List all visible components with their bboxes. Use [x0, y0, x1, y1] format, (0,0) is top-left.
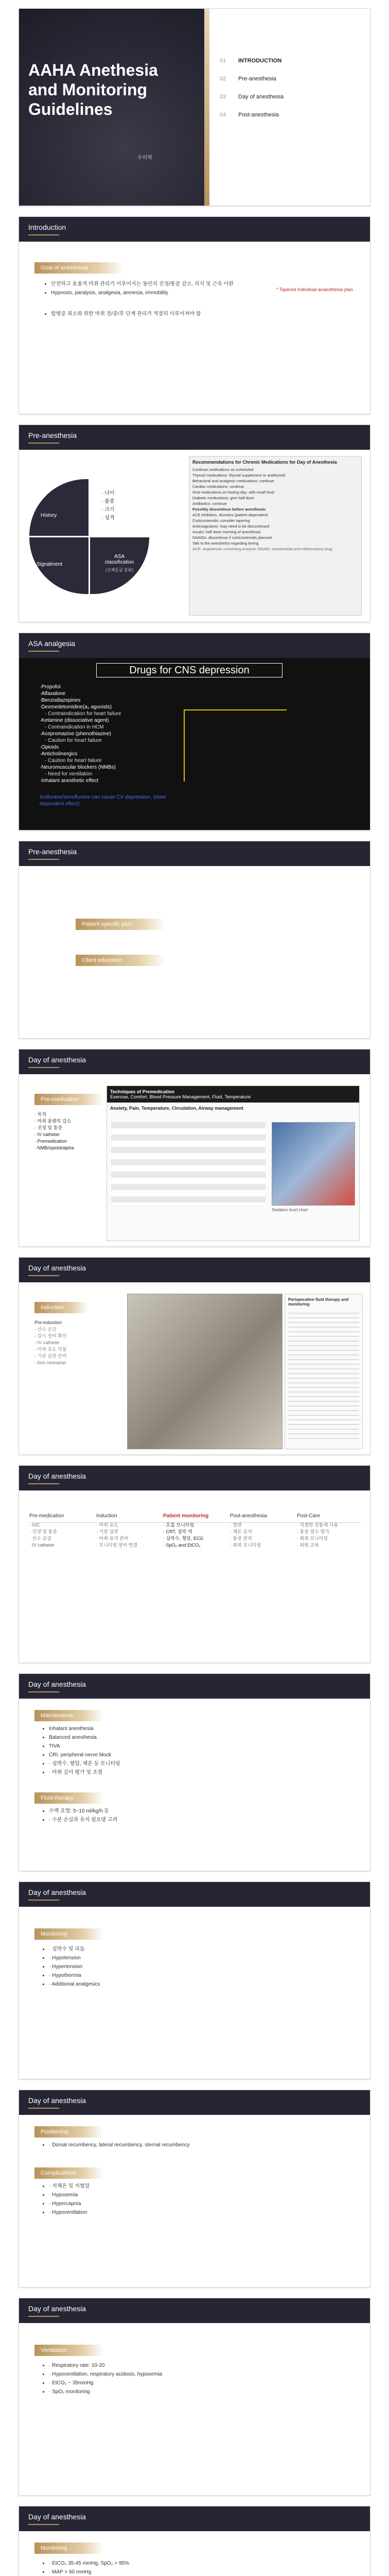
- list-item: • · Respiratory rate: 10-20: [49, 2362, 337, 2369]
- box-title: Drugs for CNS depression: [96, 663, 282, 677]
- slide-heading: Day of anesthesia: [28, 2304, 86, 2313]
- list-item: • · Hypertension: [49, 1963, 337, 1971]
- list-item: · 크기: [101, 507, 115, 513]
- header-underline: [28, 443, 59, 444]
- list-item: Antibiotics: continue: [192, 501, 227, 506]
- table-note: Anxiety, Pain, Temperature, Circulation, Airway management: [110, 1106, 243, 1111]
- list-item: • CRI, peripheral nerve block: [49, 1752, 337, 1759]
- list-item: - Arm restrainer: [34, 1360, 67, 1365]
- list-item: • · 수분 손실과 유지 필요량 고려: [49, 1817, 337, 1824]
- list-item: Thyroid medications: thyroid supplement or antithyroid: [192, 473, 286, 478]
- section-tag: Pre-medication: [34, 1094, 103, 1105]
- list-item: ·Opioids: [40, 744, 59, 750]
- bullet-list: [42, 1808, 337, 1825]
- step-title: Pre-medication: [29, 1513, 64, 1519]
- list-item: • 합병증 최소화 위한 마취 전/중/후 단계 관리가 적절히 이루어져야 함: [51, 311, 277, 318]
- slide-header: [19, 217, 370, 242]
- list-item: ·Inhalant anesthetic effect: [40, 778, 99, 784]
- slide-header: [19, 1049, 370, 1074]
- step-line: · 회복 모니터링: [297, 1536, 328, 1541]
- list-item: • · EtCO₂ ~ 35mmHg: [49, 2380, 337, 2387]
- step-column: [29, 1513, 83, 1549]
- step-line: · 통증 관리: [230, 1536, 252, 1541]
- header-underline: [28, 2524, 59, 2525]
- list-item: ACE inhibitors, diuretics (patient dependent): [192, 513, 268, 517]
- bracket-line: [184, 709, 287, 710]
- step-line: · 발관: [230, 1522, 242, 1528]
- section-tag: Positioning: [34, 2126, 103, 2138]
- section-tag: Monitoring: [34, 2543, 103, 2554]
- section-tag: Client education: [76, 955, 165, 966]
- bullet-list: [42, 2362, 337, 2397]
- list-item: - 산소 공급: [34, 1327, 57, 1332]
- section-tag: Fluid therapy: [34, 1792, 103, 1804]
- toc-item: 01 INTRODUCTION: [220, 58, 282, 64]
- label-asa: ASA classification: [104, 554, 134, 565]
- list-item: Continue medications as scheduled: [192, 467, 254, 472]
- slide-header: [19, 2298, 370, 2323]
- step-title: Induction: [96, 1513, 117, 1519]
- list-item: ACE: angiotensin converting enzyme; NSAID: nonsteroidal anti-inflammatory drug: [192, 547, 332, 551]
- slide-heading: Day of anesthesia: [28, 1472, 86, 1480]
- list-item: Corticosteroids: consider tapering: [192, 518, 250, 523]
- signalment-list: [101, 489, 114, 522]
- procedure-photo: [127, 1294, 282, 1449]
- slide-day-monitoring: [19, 1882, 370, 2079]
- bullet-list: [44, 311, 277, 319]
- dark-content: [19, 658, 370, 831]
- circle-quadrant: [29, 479, 89, 536]
- header-underline: [28, 1275, 59, 1276]
- section-tag: Induction: [34, 1302, 88, 1313]
- slide-day-induction: [19, 1257, 370, 1455]
- chart-caption: Sedation level chart: [272, 1208, 308, 1212]
- presenter: 수의학: [137, 155, 152, 161]
- slide-header: [19, 633, 370, 658]
- drug-list: [40, 684, 173, 784]
- header-underline: [28, 1691, 59, 1692]
- step-line: · 회복 모니터링: [230, 1543, 261, 1548]
- slide-heading: Day of anesthesia: [28, 1264, 86, 1272]
- step-line: · 마취 유지 준비: [96, 1536, 129, 1541]
- sedation-chart: [272, 1122, 355, 1206]
- step-line: · 퇴원 교육: [297, 1543, 319, 1548]
- bullet-list: [42, 2183, 337, 2218]
- toc-item: 04 Post-anesthesia: [220, 112, 279, 118]
- header-underline: [28, 2316, 59, 2317]
- table-header: [107, 1086, 359, 1103]
- header-underline: [28, 234, 59, 235]
- step-line: · 기관 삽관: [96, 1529, 118, 1534]
- list-item: • · Hypoventilation: [49, 2209, 337, 2216]
- bullet-list: [42, 1725, 337, 1778]
- slide-header: [19, 1674, 370, 1699]
- slide-heading: Day of anesthesia: [28, 2513, 86, 2521]
- table-title: Techniques of Premedication: [110, 1089, 174, 1094]
- slide-heading: Introduction: [28, 223, 66, 231]
- header-underline: [28, 1900, 59, 1901]
- list-item: · 나이: [101, 490, 115, 496]
- main-title: AAHA Anethesia and Monitoring Guidelines: [28, 61, 158, 118]
- list-item: Insulin: half dose morning of anesthesia: [192, 530, 261, 534]
- step-title: Post-Care: [297, 1513, 321, 1519]
- list-item: • 안전하고 효율적 마취 관리가 이루어지는 동안의 진정/통증 감소, 의식 및 근육 이완: [51, 281, 277, 288]
- bullet-list: [44, 281, 277, 298]
- reference-panel: [285, 1294, 363, 1449]
- slide-header: [19, 425, 370, 450]
- list-item: • · MAP > 60 mmHg: [49, 2569, 337, 2576]
- list-item: • 수액 요법: 5~10 ml/kg/h 등: [49, 1808, 337, 1815]
- slide-header: [19, 2506, 370, 2531]
- list-item: • · Hypoxemia: [49, 2192, 337, 2199]
- list-item: - IV catheter: [34, 1340, 60, 1345]
- slide-title: [19, 8, 370, 206]
- list-item: - Caution for heart failure: [45, 758, 102, 764]
- section-tag: Monitoring: [34, 1928, 103, 1940]
- section-tag: Goal of anesthesia: [34, 262, 124, 274]
- panel-list: [192, 467, 358, 552]
- list-item: • · EtCO₂ 35-45 mmHg, SpO₂ > 95%: [49, 2560, 337, 2567]
- step-line: · IV catheter: [29, 1543, 55, 1548]
- step-line: · SpO₂ and EtCO₂: [163, 1543, 201, 1548]
- toc-panel: [209, 9, 370, 206]
- list-item: ·Benzodiazepines: [40, 698, 81, 703]
- list-item: • · 심박수, 혈압, 체온 등 모니터링: [49, 1760, 337, 1768]
- list-item: Pre-induction: [34, 1320, 62, 1325]
- list-item: • · SpO₂ monitoring: [49, 2388, 337, 2396]
- step-column: [297, 1513, 350, 1549]
- list-item: • · 마취 깊이 평가 및 조절: [49, 1769, 337, 1776]
- step-title: Post-anesthesia: [230, 1513, 267, 1519]
- list-item: - 기관 삽관 준비: [34, 1353, 67, 1359]
- step-line: · 체온 유지: [230, 1529, 252, 1534]
- list-item: NSAIDs: discontinue if corticosteroids planned: [192, 535, 272, 540]
- list-item: Talk to the anesthetist regarding timing: [192, 541, 259, 546]
- step-line: · 심박수, 혈압, ECG: [163, 1536, 204, 1541]
- slide-day-steps: [19, 1465, 370, 1663]
- header-underline: [28, 2108, 59, 2109]
- list-item: · 성격: [101, 515, 115, 521]
- list-item: · Premedication: [34, 1139, 67, 1144]
- header-underline: [28, 859, 59, 860]
- list-item: • TIVA: [49, 1743, 337, 1750]
- list-item: • · 심박수 및 리듬: [49, 1946, 337, 1953]
- section-tag: Maintenance: [34, 1710, 103, 1721]
- list-item: ·Propofol: [40, 684, 61, 690]
- list-item: · 품종: [101, 499, 115, 504]
- section-tag: Patient specific plan: [76, 919, 165, 930]
- list-item: ·Alfaxalone: [40, 691, 66, 697]
- label-asa-sub: (신체등급 분류): [105, 568, 133, 572]
- slide-heading: Day of anesthesia: [28, 1888, 86, 1896]
- list-item: Possibly discontinue before anesthesia:: [192, 507, 267, 512]
- technique-table: [107, 1086, 360, 1241]
- list-item: • Inhalant anesthesia: [49, 1725, 337, 1733]
- item-list: [34, 1319, 67, 1366]
- list-item: ·Acepromazine (phenothiazine): [40, 731, 111, 737]
- toc-item: 02 Pre-anesthesia: [220, 76, 276, 82]
- step-column: [230, 1513, 284, 1549]
- label-signalment: Signalment: [37, 562, 63, 567]
- title-divider: [204, 9, 209, 206]
- slide-heading: Day of anesthesia: [28, 1680, 86, 1688]
- bracket-line: [184, 709, 185, 782]
- section-tag: Ventilation: [34, 2345, 103, 2356]
- list-item: Cardiac medications: continue: [192, 484, 244, 489]
- slide-day-maintenance: [19, 1673, 370, 1871]
- list-item: • · Hypotension: [49, 1955, 337, 1962]
- list-item: • · Dorsal recumbency, lateral recumbency, sternal recumbency: [49, 2142, 337, 2149]
- circle-diagram: [29, 471, 173, 600]
- step-line: · 모니터링 장비 연결: [96, 1543, 138, 1548]
- step-line: · 진정 및 통증: [29, 1529, 57, 1534]
- list-item: - Caution for heart failure: [45, 738, 102, 743]
- step-line: · IVC: [29, 1522, 40, 1528]
- list-item: · 목적: [34, 1112, 46, 1117]
- list-item: · 마취 용량의 감소: [34, 1118, 72, 1124]
- slide-pre-anesthesia-plan: [19, 841, 370, 1039]
- step-column: [163, 1513, 217, 1549]
- slide-heading: Day of anesthesia: [28, 2096, 86, 2105]
- slide-header: [19, 2090, 370, 2115]
- slide-heading: Pre-anesthesia: [28, 848, 77, 856]
- step-title: Patient monitoring: [163, 1513, 209, 1519]
- list-item: ·Neuromuscular blockers (NMBs): [40, 765, 116, 770]
- slide-asa-analgesia: [19, 633, 370, 831]
- list-item: - 감시 장비 확인: [34, 1333, 67, 1338]
- bullet-list: [42, 1946, 337, 1990]
- step-line: · 적절한 진통제 사용: [297, 1522, 339, 1528]
- slide-day-monitoring-values: [19, 2506, 370, 2576]
- header-underline: [28, 651, 59, 652]
- step-line: · 산소 공급: [29, 1536, 51, 1541]
- slide-day-premedication: [19, 1049, 370, 1247]
- list-item: · IV catheter: [34, 1132, 60, 1137]
- slide-header: [19, 1882, 370, 1907]
- slide-header: [19, 1466, 370, 1490]
- item-list: [34, 1111, 74, 1151]
- header-underline: [28, 1483, 59, 1484]
- panel-title: Recommendations for Chronic Medications for Day of Anesthesia: [192, 460, 337, 465]
- slide-header: [19, 1258, 370, 1282]
- list-item: • Balanced anesthesia: [49, 1734, 337, 1741]
- section-tag: Complications: [34, 2167, 103, 2179]
- list-item: Anticoagulants: may need to be discontinued: [192, 524, 270, 529]
- bullet-list: [42, 2560, 337, 2576]
- list-item: - Need for ventilation: [45, 771, 93, 777]
- slide-introduction: [19, 216, 370, 414]
- step-line: · 통증 점수 평가: [297, 1529, 329, 1534]
- step-line: · CRT, 점막 색: [163, 1529, 192, 1534]
- list-item: · 진정 및 통증: [34, 1125, 62, 1130]
- list-item: • · Additional analgesics: [49, 1981, 337, 1988]
- list-item: - Contraindication for heart failure: [45, 711, 121, 717]
- list-item: ·Ketamine (dissociative agent): [40, 718, 109, 723]
- panel-caption: Perioperative fluid therapy and monitoring: [288, 1297, 349, 1307]
- bullet-list: [42, 2142, 337, 2150]
- table-sub: Exercise, Comfort, Blood Pressure Management, Fluid, Temperature: [110, 1094, 251, 1099]
- list-item: - 마취 유도 약물: [34, 1347, 67, 1352]
- red-note: * Tapered individual anaesthesia plan: [276, 287, 353, 292]
- list-item: ·Dexmedetomidine(a₂ agonists): [40, 704, 112, 710]
- list-item: • · Hypothermia: [49, 1972, 337, 1979]
- list-item: Diabetic medications: give half dose: [192, 496, 254, 500]
- list-item: - Contraindication in HCM: [45, 724, 104, 730]
- list-item: · NMB/opioid/alpha: [34, 1145, 74, 1150]
- list-item: • · Hypoventilation, respiratory acidosis, hypoxemia: [49, 2371, 337, 2378]
- list-item: • · Hypercapnia: [49, 2200, 337, 2208]
- slide-pre-anesthesia: [19, 425, 370, 622]
- list-item: Oral medications on fasting day: with small food: [192, 490, 274, 495]
- toc-item: 03 Day of anesthesia: [220, 94, 284, 100]
- table-body: [111, 1122, 266, 1205]
- slide-heading: Day of anesthesia: [28, 1056, 86, 1064]
- slide-header: [19, 841, 370, 866]
- list-item: ·Anticholinergics: [40, 751, 78, 757]
- list-item: Behavioral and analgesic medications: continue: [192, 479, 274, 483]
- label-history: History: [41, 513, 57, 518]
- step-line: · 마취 유도: [96, 1522, 118, 1528]
- slide-heading: ASA analgesia: [28, 639, 76, 648]
- header-underline: [28, 1067, 59, 1068]
- circle-quadrant: [90, 537, 149, 594]
- slide-heading: Pre-anesthesia: [28, 431, 77, 439]
- list-item: • Hypnosis, paralysis, analgesia, amnesia, immobility: [51, 290, 277, 297]
- list-item: • · 저체온 및 저혈압: [49, 2183, 337, 2190]
- recommendation-panel: [189, 456, 362, 616]
- step-column: [96, 1513, 150, 1549]
- slide-day-positioning: [19, 2090, 370, 2287]
- blue-note: Isoflurane/sevoflurane can cause CV depression, (dose dependent effect): [40, 794, 166, 807]
- panel-body: [288, 1313, 359, 1442]
- slide-day-ventilation: [19, 2298, 370, 2496]
- step-line: · 호흡 모니터링: [163, 1522, 194, 1528]
